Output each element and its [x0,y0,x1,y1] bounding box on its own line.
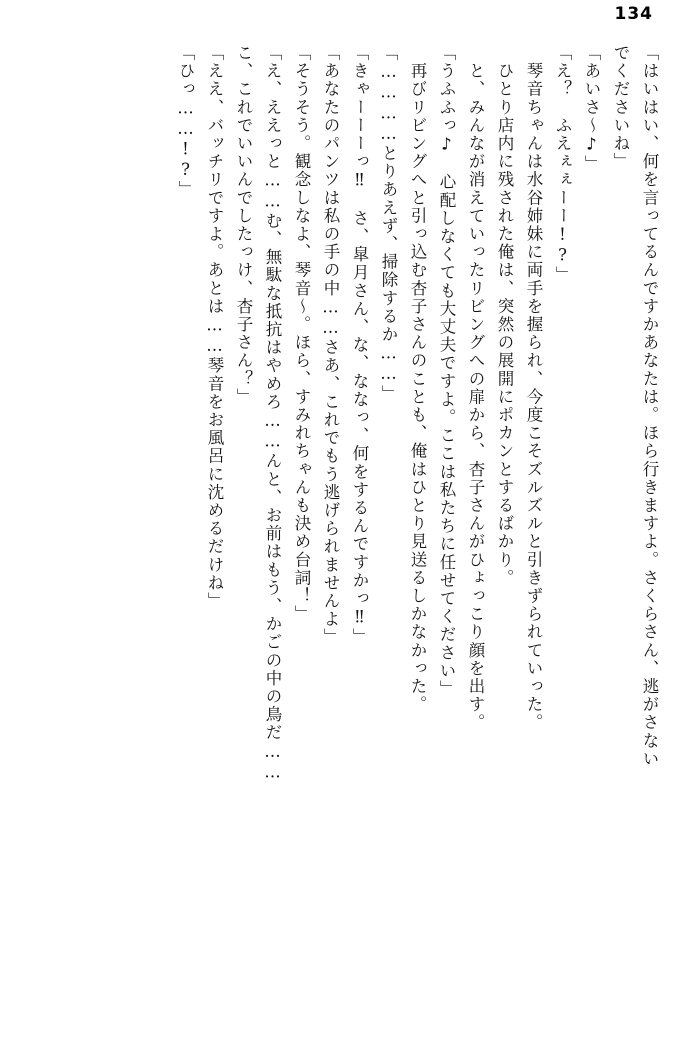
text-line: 「ええ、バッチリですよ。あとは……琴音をお風呂に沈めるだけね」 [205,44,224,611]
text-line: 「あなたのパンツは私の手の中……さあ、これでもう逃げられませんよ」 [321,44,340,647]
text-line: でくださいね」 [611,44,630,171]
vertical-text-body [18,44,657,1032]
text-line: ひとり店内に残された俺は、突然の展開にポカンとするばかり。 [495,44,514,587]
text-line: 「きゃーーーっ‼ さ、皐月さん、な、ななっ、何をするんですかっ‼」 [350,44,369,647]
text-line: 琴音ちゃんは水谷姉妹に両手を握られ、今度こそズルズルと引きずられていった。 [524,44,543,732]
text-line: 再びリビングへと引っ込む杏子さんのことも、俺はひとり見送るしかなかった。 [408,44,427,714]
page-number: 134 [614,4,653,24]
text-line: 「はいはい、何を言ってるんですかあなたは。ほら行きますよ。さくらさん、逃がさない [640,44,659,768]
text-line: 「え？ ふえぇぇーー!?」 [553,44,572,285]
text-line: 「え、ええっと……む、無駄な抵抗はやめろ……んと、お前はもう、かごの中の鳥だ…… [263,44,282,783]
text-line: と、みんなが消えていったリビングへの扉から、杏子さんがひょっこり顔を出す。 [466,44,485,732]
text-line: 「あいさ～♪」 [582,44,601,174]
text-line: こ、これでいいんでしたっけ、杏子さん？」 [234,44,253,406]
text-line: 「ひっ……!?」 [176,44,195,199]
text-line: 「うふふっ♪ 心配しなくても大丈夫ですよ。ここは私たちに任せてください」 [437,44,456,699]
text-line: 「そうそう。観念しなよ、琴音～。ほら、すみれちゃんも決め台詞！」 [292,44,311,624]
text-line: 「…………とりあえず、掃除するか……」 [379,44,398,403]
